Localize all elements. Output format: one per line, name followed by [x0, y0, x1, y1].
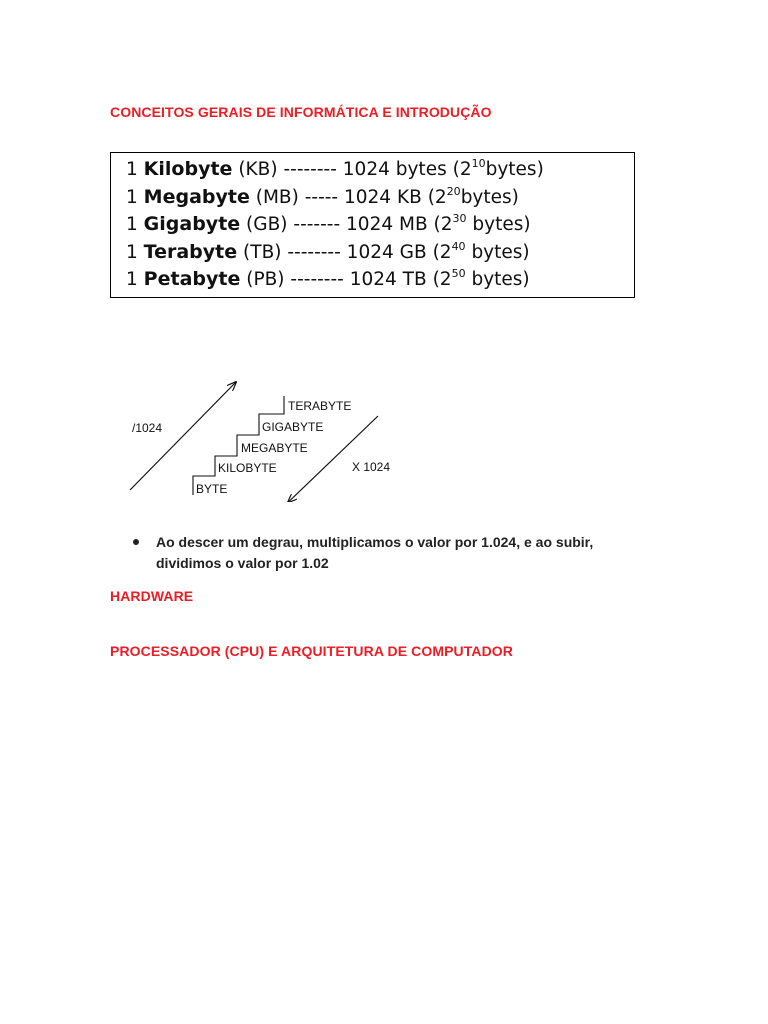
unit-row-gigabyte: 1 Gigabyte (GB) ------- 1024 MB ($2^{30}$ bytes) [126, 212, 531, 235]
unit-row-petabyte: 1 Petabyte (PB) -------- 1024 TB ($2^{50}$ bytes) [126, 267, 530, 290]
unit-row-kilobyte: 1 Kilobyte (KB) -------- 1024 bytes $(2^{10}bytes)$ [126, 157, 544, 180]
bullet-item [133, 532, 653, 574]
step-kilobyte: KILOBYTE [218, 461, 277, 475]
step-gigabyte: GIGABYTE [262, 420, 324, 434]
units-table [110, 152, 635, 298]
divide-label: /1024 [132, 421, 163, 435]
unit-staircase-diagram [120, 372, 410, 502]
step-terabyte: TERABYTE [288, 399, 352, 413]
unit-row-terabyte: 1 Terabyte (TB) -------- 1024 GB ($2^{40}$ bytes) [126, 239, 530, 263]
heading-processor: PROCESSADOR (CPU) E ARQUITETURA DE COMPUTADOR [110, 643, 513, 659]
unit-row-megabyte: 1 Megabyte (MB) ----- 1024 KB $(2^{20}bytes)$ [126, 184, 519, 208]
heading-intro: CONCEITOS GERAIS DE INFORMÁTICA E INTRODUÇÃO [110, 104, 492, 120]
multiply-label: X 1024 [352, 460, 391, 474]
heading-hardware: HARDWARE [110, 588, 194, 604]
step-megabyte: MEGABYTE [241, 441, 308, 455]
bullet-dot-icon [133, 539, 139, 545]
step-byte: BYTE [196, 482, 228, 496]
bullet-text: Ao descer um degrau, multiplicamos o valor por 1.024, e ao subir, dividimos o valor por 1.02 [156, 534, 594, 571]
